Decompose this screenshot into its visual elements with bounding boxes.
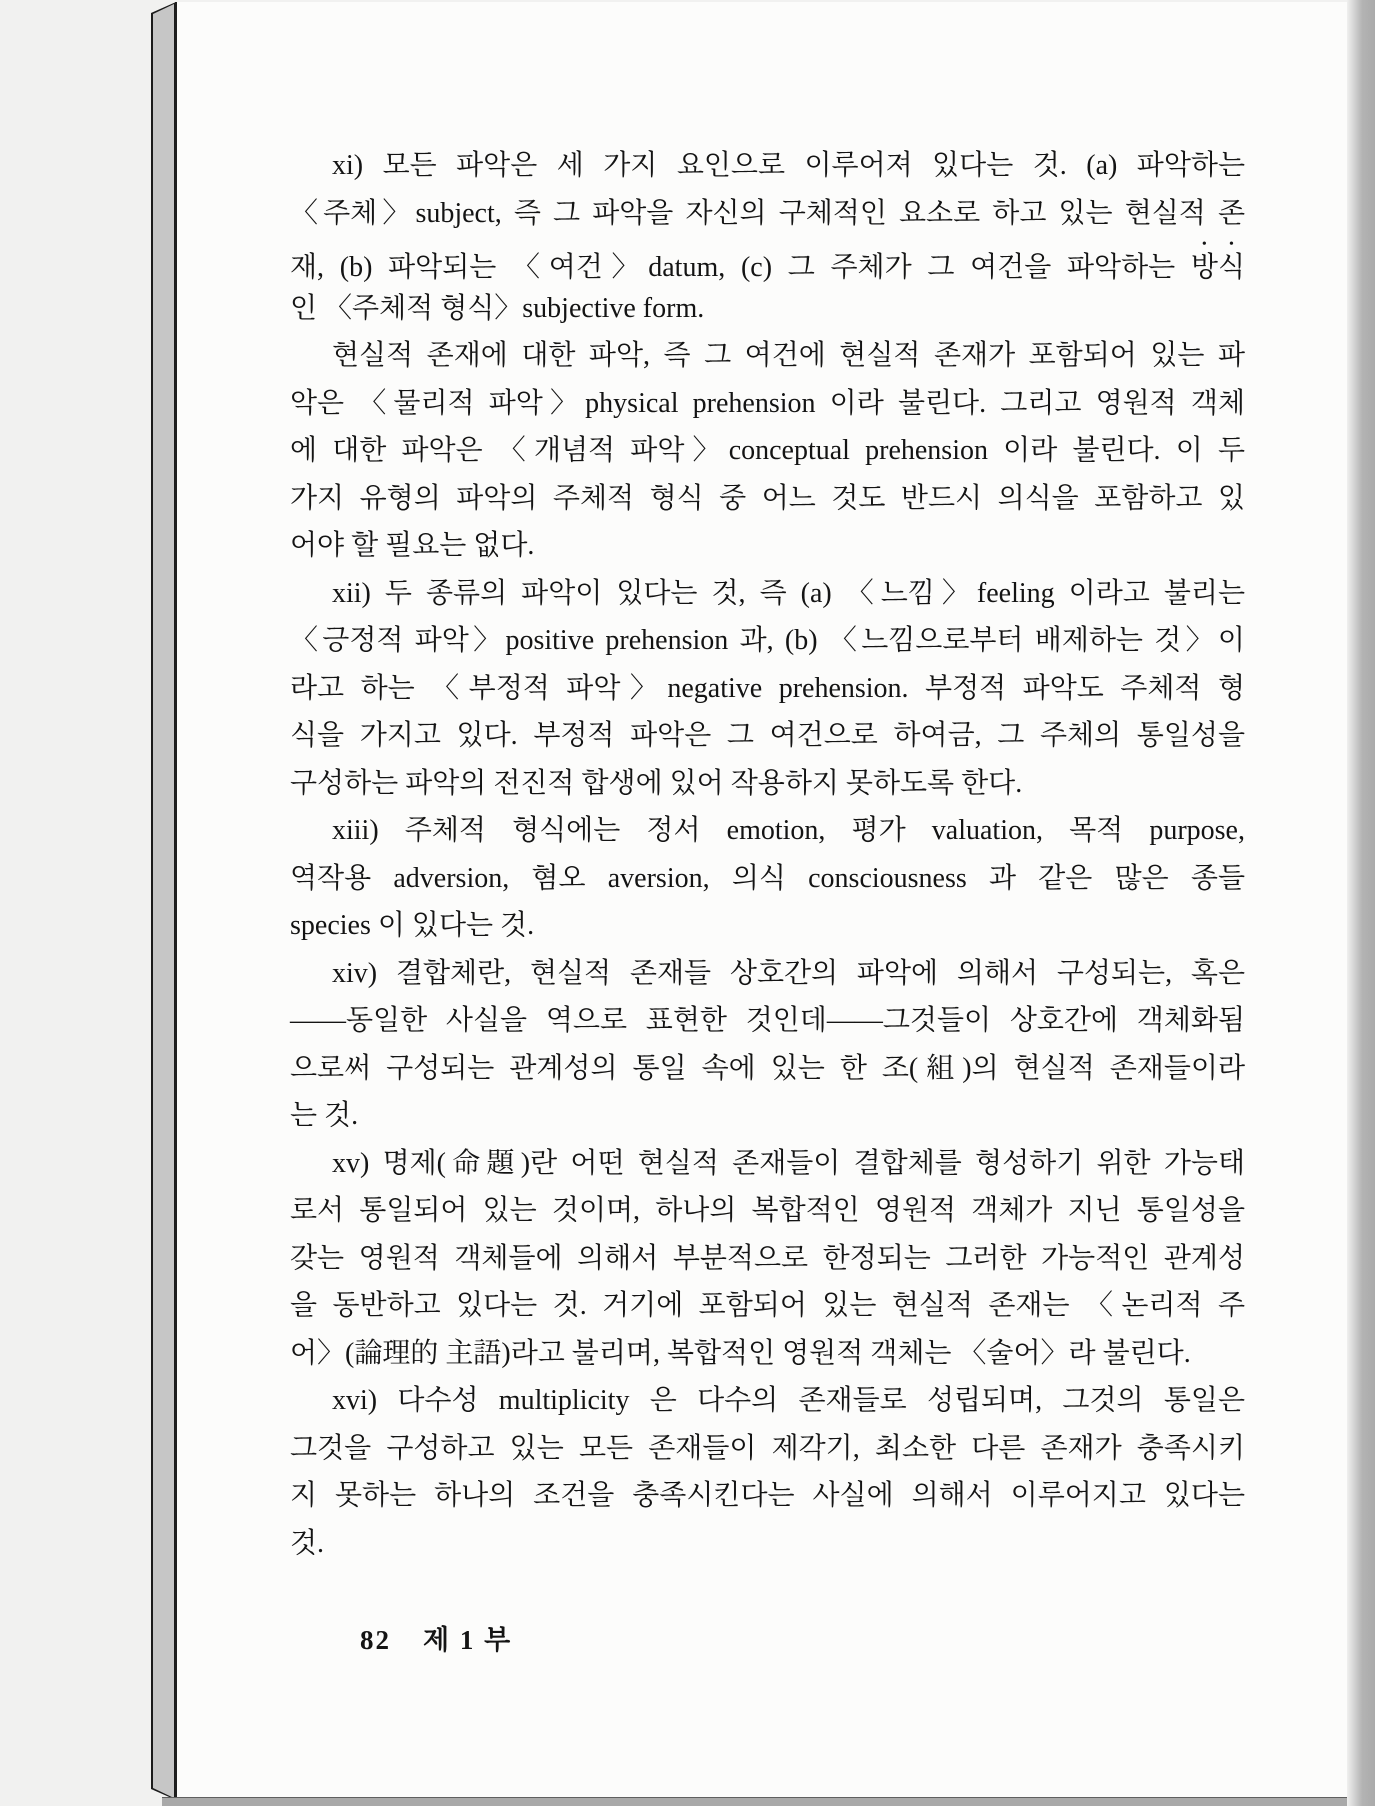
page-bottom-edge [162,1797,1375,1806]
part-label: 제 1 부 [423,1625,513,1655]
text-line-segment: 재, (b) 파악되는 〈여건〉datum, (c) 그 주체가 그 여건을 파악하는 [290,252,1191,283]
text-line: 그것을 구성하고 있는 모든 존재들이 제각기, 최소한 다른 존재가 충족시키 [290,1432,1245,1464]
text-line: 인 〈주체적 형식〉subjective form. [290,292,705,324]
text-line: 식을 가지고 있다. 부정적 파악은 그 여건으로 하여금, 그 주체의 통일성을 [290,720,1245,751]
text-line: xi) 모든 파악은 세 가지 요인으로 이루어져 있다는 것. (a) 파악하는 [332,150,1245,181]
text-line: 어〉(論理的 主語)라고 불리며, 복합적인 영원적 객체는 〈술어〉라 불린다. [290,1337,1191,1369]
book-spine-edge-face [153,4,174,1798]
page-right-shadow [1347,0,1375,1806]
page-number: 82 [360,1625,391,1655]
emphasized-word: 방식 [1190,252,1245,283]
body-text [290,142,1245,1567]
text-line: 역작용 adversion, 혐오 aversion, 의식 consciousness 과 같은 많은 종들 [290,862,1245,894]
text-line: 〈긍정적 파악〉positive prehension 과, (b) 〈느낌으로부터 배제하는 것〉이 [290,625,1245,656]
text-line: 을 동반하고 있다는 것. 거기에 포함되어 있는 현실적 존재는 〈논리적 주 [290,1290,1245,1321]
text-line: 현실적 존재에 대한 파악, 즉 그 여건에 현실적 존재가 포함되어 있는 파 [332,340,1245,371]
text-line: xiv) 결합체란, 현실적 존재들 상호간의 파악에 의해서 구성되는, 혹은 [332,957,1245,989]
page-footer [360,1618,512,1657]
text-line [290,237,1245,285]
text-line: 갖는 영원적 객체들에 의해서 부분적으로 한정되는 그러한 가능적인 관계성 [290,1242,1245,1274]
text-line: 가지 유형의 파악의 주체적 형식 중 어느 것도 반드시 의식을 포함하고 있 [290,482,1245,514]
text-line: xii) 두 종류의 파악이 있다는 것, 즉 (a) 〈느낌〉feeling 이라고 불리는 [332,577,1245,609]
text-line: 는 것. [290,1100,359,1131]
text-line: 어야 할 필요는 없다. [290,530,535,561]
text-line: xvi) 다수성 multiplicity 은 다수의 존재들로 성립되며, 그것의 통일은 [332,1385,1245,1416]
text-line: xv) 명제(命題)란 어떤 현실적 존재들이 결합체를 형성하기 위한 가능태 [332,1147,1245,1179]
text-line: 라고 하는 〈부정적 파악〉negative prehension. 부정적 파악도 주체적 형 [290,672,1245,704]
text-line: 에 대한 파악은 〈개념적 파악〉conceptual prehension 이라 불린다. 이 두 [290,435,1245,466]
text-line: 구성하는 파악의 전진적 합생에 있어 작용하지 못하도록 한다. [290,767,1023,799]
text-line: 로서 통일되어 있는 것이며, 하나의 복합적인 영원적 객체가 지닌 통일성을 [290,1195,1245,1226]
text-line: species 이 있다는 것. [290,910,535,941]
text-line: xiii) 주체적 형식에는 정서 emotion, 평가 valuation, 목적 purpose, [332,815,1245,846]
text-line: 악은 〈물리적 파악〉physical prehension 이라 불린다. 그리고 영원적 객체 [290,387,1245,419]
text-line: ——동일한 사실을 역으로 표현한 것인데——그것들이 상호간에 객체화됨 [290,1005,1245,1036]
text-line: 지 못하는 하나의 조건을 충족시킨다는 사실에 의해서 이루어지고 있다는 [290,1480,1245,1511]
book-spine-edge [151,2,176,1800]
text-line: 〈주체〉subject, 즉 그 파악을 자신의 구체적인 요소로 하고 있는 현실적 존 [290,197,1245,229]
text-line: 으로써 구성되는 관계성의 통일 속에 있는 한 조(組)의 현실적 존재들이라 [290,1052,1245,1084]
text-line: 것. [290,1527,325,1559]
